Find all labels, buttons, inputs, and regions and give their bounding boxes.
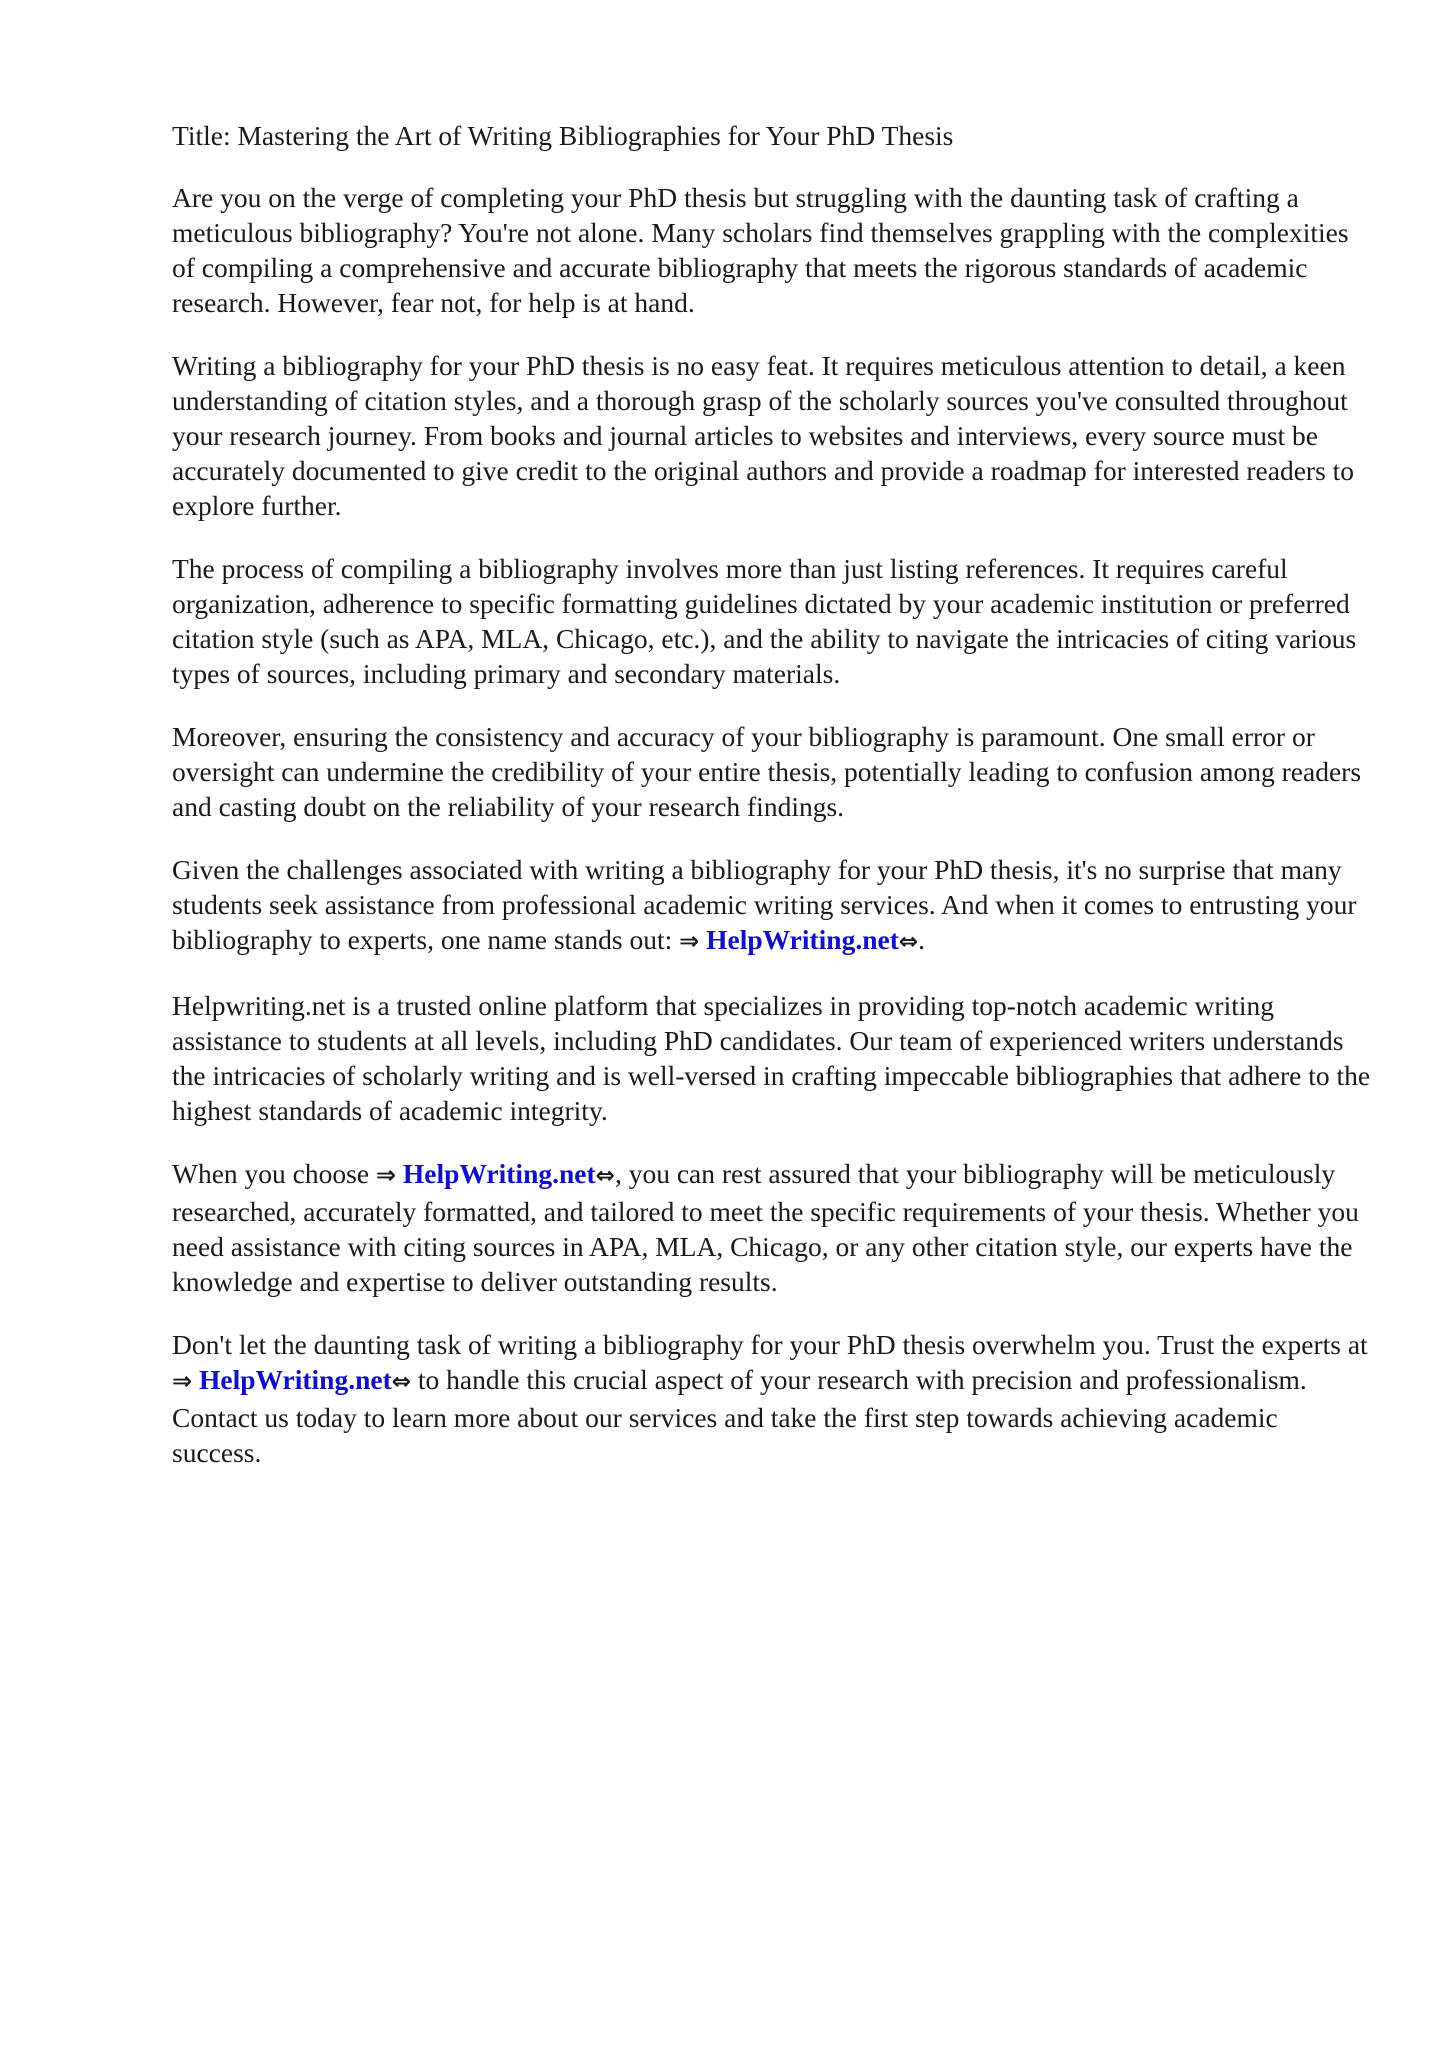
paragraph-consistency: Moreover, ensuring the consistency and accuracy of your bibliography is paramount. One small error or oversight can undermine the credibility of your entire thesis, potentially leading to confusion among readers and casting doubt on the reliability of your research findings. <box>172 721 1362 822</box>
document-page <box>172 118 1372 1498</box>
right-double-arrow-icon: ⇒ <box>375 1161 397 1189</box>
document-title: Title: Mastering the Art of Writing Bibliographies for Your PhD Thesis <box>172 120 954 151</box>
helpwriting-link[interactable]: HelpWriting.net <box>198 1364 392 1395</box>
helpwriting-link[interactable]: HelpWriting.net <box>402 1158 596 1189</box>
right-double-arrow-icon: ⇒ <box>679 927 700 955</box>
paragraph-compiling-process: The process of compiling a bibliography involves more than just listing references. It requires careful organization, adherence to specific formatting guidelines dictated by your academic institution or preferred citation style (such as APA, MLA, Chicago, etc.), and the ability to navigate the intricacies of citing various types of sources, including primary and secondary materials. <box>172 553 1357 689</box>
paragraph-closing-start: Don't let the daunting task of writing a bibliography for your PhD thesis overwhelm you. Trust the experts at <box>172 1329 1368 1360</box>
paragraph-when-you-choose-end: , you can rest assured that your bibliography will be meticulously researched, accurately formatted, and tailored to meet the specific requirements of your thesis. Whether you need assistance with citing sources in APA, MLA, Chicago, or any other citation style, our experts have the knowledge and expertise to deliver outstanding results. <box>172 1158 1359 1297</box>
paragraph-writing-bibliography: Writing a bibliography for your PhD thesis is no easy feat. It requires meticulous attention to detail, a keen understanding of citation styles, and a thorough grasp of the scholarly sources you've consulted throughout your research journey. From books and journal articles to websites and interviews, every source must be accurately documented to give credit to the original authors and provide a roadmap for interested readers to explore further. <box>172 350 1355 521</box>
paragraph-when-you-choose <box>172 1156 1372 1299</box>
helpwriting-link[interactable]: HelpWriting.net <box>706 924 899 955</box>
paragraph-intro: Are you on the verge of completing your PhD thesis but struggling with the daunting task of crafting a meticulous bibliography? You're not alone. Many scholars find themselves grappling with the complexities of compiling a comprehensive and accurate bibliography that meets the rigorous standards of academic research. However, fear not, for help is at hand. <box>172 182 1349 318</box>
paragraph-challenges-text: Given the challenges associated with writing a bibliography for your PhD thesis, it's no surprise that many students seek assistance from professional academic writing services. And when it comes to entrusting your bibliography to experts, one name stands out: <box>172 854 1357 955</box>
paragraph-challenges-end: . <box>918 924 926 955</box>
left-right-double-arrow-icon: ⇔ <box>898 929 919 955</box>
left-right-double-arrow-icon: ⇔ <box>391 1369 412 1395</box>
right-double-arrow-icon: ⇒ <box>172 1367 193 1395</box>
paragraph-when-you-choose-start: When you choose <box>172 1158 376 1189</box>
paragraph-closing <box>172 1327 1372 1470</box>
left-right-double-arrow-icon: ⇔ <box>595 1163 615 1189</box>
paragraph-platform: Helpwriting.net is a trusted online platform that specializes in providing top-notch academic writing assistance to students at all levels, including PhD candidates. Our team of experienced writers understands the intricacies of scholarly writing and is well-versed in crafting impeccable bibliographies that adhere to the highest standards of academic integrity. <box>172 990 1371 1126</box>
paragraph-challenges <box>172 852 1372 960</box>
paragraph-closing-end: to handle this crucial aspect of your research with precision and professionalism. Contact us today to learn more about our services and take the first step towards achieving academic success. <box>172 1364 1307 1468</box>
